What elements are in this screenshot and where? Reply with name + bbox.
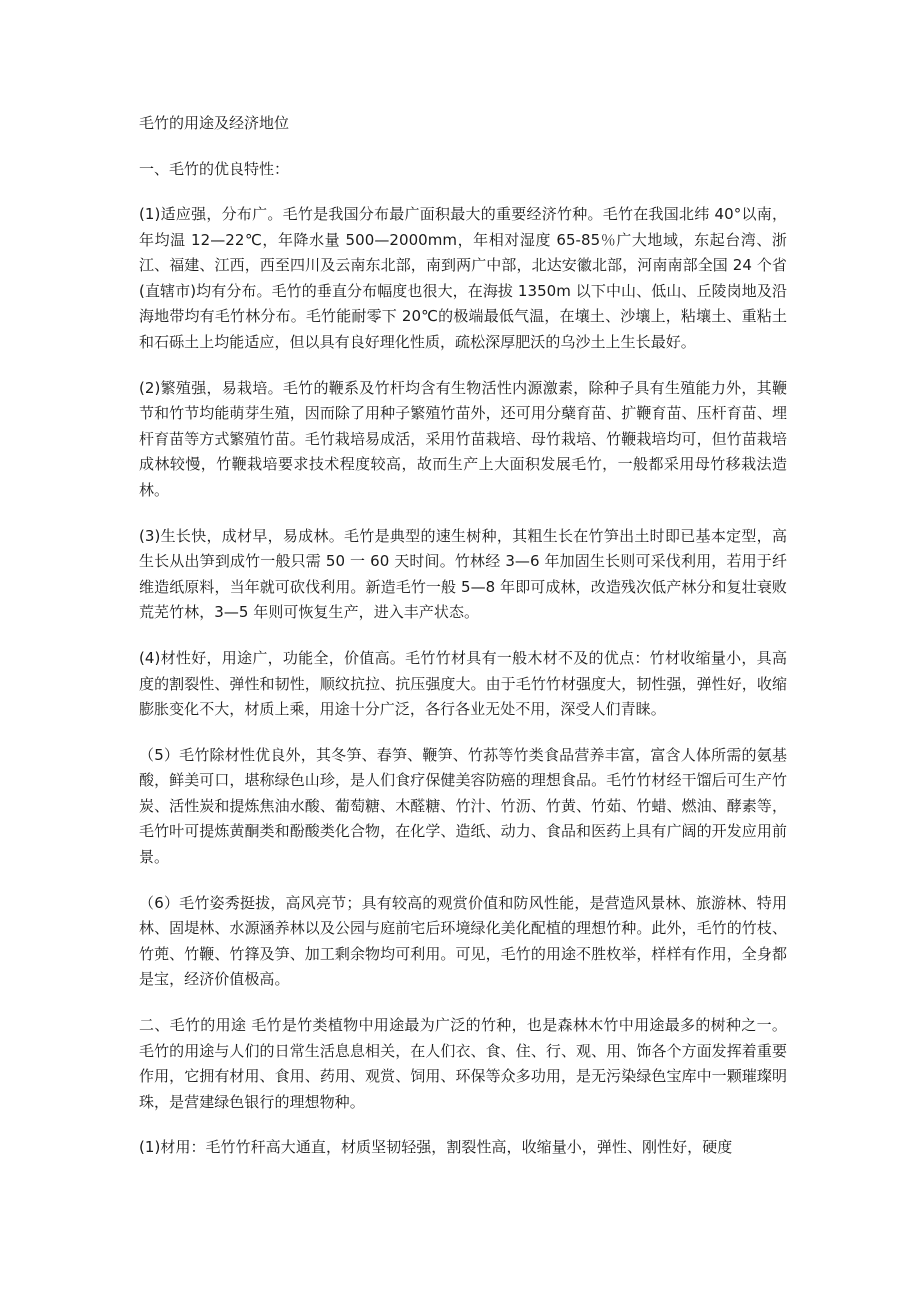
- paragraph-food-chemistry: （5）毛竹除材性优良外，其冬笋、春笋、鞭笋、竹荪等竹类食品营养丰富，富含人体所需的氨基酸，鲜美可口，堪称绿色山珍，是人们食疗保健美容防癌的理想食品。毛竹竹材经干馏后可生产竹炭、活性炭和提炼焦油水酸、葡萄糖、木醛糖、竹汁、竹沥、竹黄、竹茹、竹蜡、燃油、酵素等，毛竹叶可提炼黄酮类和酚酸类化合物，在化学、造纸、动力、食品和医药上具有广阔的开发应用前景。: [139, 745, 787, 867]
- document-title: 毛竹的用途及经济地位: [139, 114, 290, 132]
- section-heading-characteristics: 一、毛竹的优良特性：: [139, 160, 290, 178]
- paragraph-propagation: (2)繁殖强，易栽培。毛竹的鞭系及竹杆均含有生物活性内源激素，除种子具有生殖能力外，其鞭节和竹节均能萌芽生殖，因而除了用种子繁殖竹苗外，还可用分蘖育苗、扩鞭育苗、压杆育苗、埋杆育苗等方式繁殖竹苗。毛竹栽培易成活，采用竹苗栽培、母竹栽培、竹鞭栽培均可，但竹苗栽培成林较慢，竹鞭栽培要求技术程度较高，故而生产上大面积发展毛竹，一般都采用母竹移栽法造林。: [139, 378, 787, 499]
- paragraph-timber-use: (1)材用：毛竹竹秆高大通直，材质坚韧轻强，割裂性高，收缩量小，弹性、刚性好，硬度: [139, 1138, 733, 1157]
- paragraph-ornamental: （6）毛竹姿秀挺拔，高风亮节；具有较高的观赏价值和防风性能，是营造风景林、旅游林、特用林、固堤林、水源涵养林以及公园与庭前宅后环境绿化美化配植的理想竹种。此外，毛竹的竹枝、竹蔸、竹鞭、竹箨及笋、加工剩余物均可利用。可见，毛竹的用途不胜枚举，样样有作用，全身都是宝，经济价值极高。: [139, 893, 787, 989]
- paragraph-material: (4)材性好，用途广，功能全，价值高。毛竹竹材具有一般木材不及的优点：竹材收缩量小，具高度的割裂性、弹性和韧性，顺纹抗拉、抗压强度大。由于毛竹竹材强度大，韧性强，弹性好，收缩膨胀变化不大，材质上乘，用途十分广泛，各行各业无处不用，深受人们青睐。: [139, 648, 787, 719]
- document-page: [139, 110, 787, 1161]
- paragraph-uses-intro: 二、毛竹的用途 毛竹是竹类植物中用途最为广泛的竹种，也是森林木竹中用途最多的树种之一。毛竹的用途与人们的日常生活息息相关，在人们衣、食、住、行、观、用、饰各个方面发挥着重要作用，它拥有材用、食用、药用、观赏、饲用、环保等众多功用，是无污染绿色宝库中一颗璀璨明珠，是营建绿色银行的理想物种。: [139, 1016, 787, 1111]
- paragraph-growth: (3)生长快，成材早，易成林。毛竹是典型的速生树种，其粗生长在竹笋出土时即已基本定型，高生长从出笋到成竹一般只需 50 一 60 天时间。竹林经 3—6 年加固生长则可采伐利用，若用于纤维造纸原料，当年就可砍伐利用。新造毛竹一般 5—8 年即可成林，改造残次低产林分和复壮衰败荒芜竹林，3—5 年则可恢复生产，进入丰产状态。: [139, 526, 787, 622]
- paragraph-adaptability: (1)适应强，分布广。毛竹是我国分布最广面积最大的重要经济竹种。毛竹在我国北纬 40°以南，年均温 12—22℃，年降水量 500—2000mm，年相对湿度 65-85％广大地域，东起台湾、浙江、福建、江西，西至四川及云南东北部，南到两广中部，北达安徽北部，河南南部全国 24 个省(直辖市)均有分布。毛竹的垂直分布幅度也很大，在海拔 1350m 以下中山、低山、丘陵岗地及沿海地带均有毛竹林分布。毛竹能耐零下 20℃的极端最低气温，在壤土、沙壤上，粘壤土、重粘土和石砾土上均能适应，但以具有良好理化性质，疏松深厚肥沃的乌沙土上生长最好。: [139, 205, 787, 351]
